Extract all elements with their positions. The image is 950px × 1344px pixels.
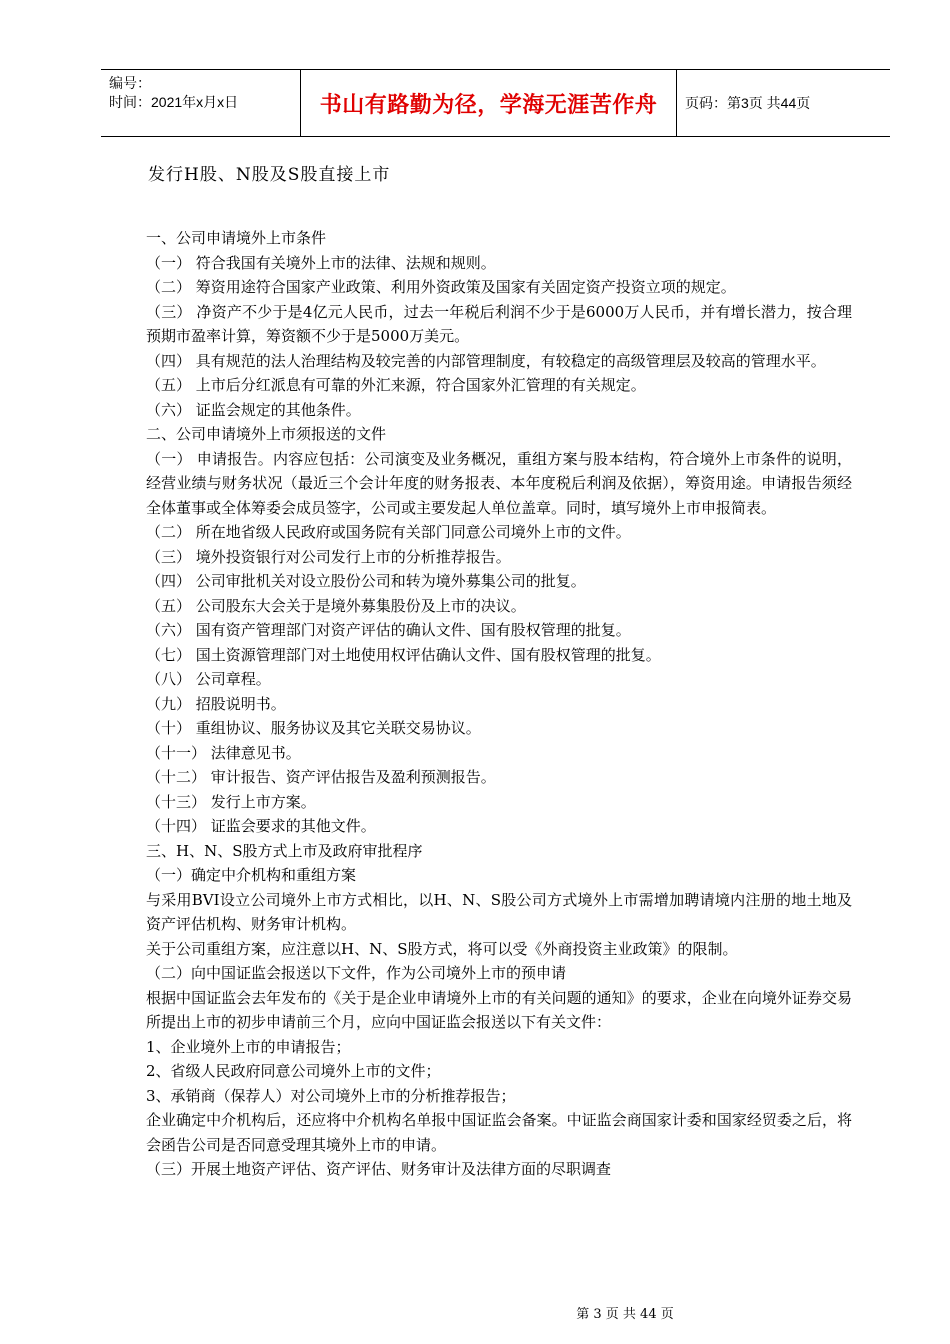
paragraph: （三）开展土地资产评估、资产评估、财务审计及法律方面的尽职调查 — [146, 1160, 612, 1178]
paragraph: （六） 证监会规定的其他条件。 — [146, 400, 361, 419]
paragraph: 一、公司申请境外上市条件 — [146, 229, 327, 247]
paragraph: （三） 境外投资银行对公司发行上市的分析推荐报告。 — [146, 547, 511, 566]
footer-page-number: 第 3 页 共 44 页 — [576, 1307, 674, 1322]
paragraph: （十四） 证监会要求的其他文件。 — [146, 817, 376, 835]
paragraph: 关于公司重组方案，应注意以H、N、S股方式，将可以受《外商投资主业政策》的限制。 — [146, 939, 738, 958]
paragraph: 二、公司申请境外上市须报送的文件 — [146, 425, 387, 443]
header-info-cell — [101, 70, 301, 136]
paragraph: （八） 公司章程。 — [146, 670, 271, 688]
paragraph: 1、企业境外上市的申请报告； — [146, 1037, 351, 1056]
number-label: 编号： — [109, 75, 151, 91]
paragraph: （三） 净资产不少于是4亿元人民币，过去一年税后利润不少于是6000万人民币，并有增长潜力，按合理预期市盈率计算，筹资额不少于是5000万美元。 — [146, 302, 852, 345]
header-slogan: 书山有路勤为径，学海无涯苦作舟 — [301, 70, 677, 136]
paragraph: （九） 招股说明书。 — [146, 694, 286, 713]
paragraph: （五） 公司股东大会关于是境外募集股份及上市的决议。 — [146, 596, 526, 615]
paragraph: （十三） 发行上市方案。 — [146, 792, 316, 811]
document-body — [146, 226, 852, 1182]
paragraph: 与采用BVI设立公司境外上市方式相比，以H、N、S股公司方式境外上市需增加聘请境内注册的地土地及资产评估机构、财务审计机构。 — [146, 890, 852, 933]
header-page-label: 页码：第3页 共44页 — [685, 95, 811, 111]
page-header — [101, 69, 890, 137]
paragraph: （五） 上市后分红派息有可靠的外汇来源，符合国家外汇管理的有关规定。 — [146, 376, 646, 394]
paragraph: （六） 国有资产管理部门对资产评估的确认文件、国有股权管理的批复。 — [146, 621, 631, 639]
paragraph: 3、承销商（保荐人）对公司境外上市的分析推荐报告； — [146, 1086, 516, 1105]
paragraph: （四） 具有规范的法人治理结构及较完善的内部管理制度，有较稳定的高级管理层及较高的管理水平。 — [146, 351, 826, 370]
paragraph: （十二） 审计报告、资产评估报告及盈利预测报告。 — [146, 768, 496, 786]
paragraph: 企业确定中介机构后，还应将中介机构名单报中国证监会备案。中证监会商国家计委和国家经贸委之后，将会函告公司是否同意受理其境外上市的申请。 — [146, 1111, 852, 1154]
time-label: 时间：2021年x月x日 — [109, 94, 239, 110]
paragraph: （一）确定中介机构和重组方案 — [146, 866, 357, 884]
paragraph: 根据中国证监会去年发布的《关于是企业申请境外上市的有关问题的通知》的要求，企业在向境外证券交易所提出上市的初步申请前三个月，应向中国证监会报送以下有关文件： — [146, 988, 852, 1031]
page-footer — [0, 1303, 950, 1322]
paragraph: （十） 重组协议、服务协议及其它关联交易协议。 — [146, 719, 481, 737]
paragraph: （二） 筹资用途符合国家产业政策、利用外资政策及国家有关固定资产投资立项的规定。 — [146, 278, 736, 296]
document-title: 发行H股、N股及S股直接上市 — [148, 165, 391, 185]
paragraph: （十一） 法律意见书。 — [146, 743, 301, 762]
paragraph: （四） 公司审批机关对设立股份公司和转为境外募集公司的批复。 — [146, 572, 586, 590]
paragraph: （七） 国土资源管理部门对土地使用权评估确认文件、国有股权管理的批复。 — [146, 645, 661, 664]
paragraph: （一） 符合我国有关境外上市的法律、法规和规则。 — [146, 253, 496, 272]
paragraph: （一） 申请报告。内容应包括：公司演变及业务概况，重组方案与股本结构，符合境外上市条件的说明，经营业绩与财务状况（最近三个会计年度的财务报表、本年度税后利润及依据），筹资用途。申请报告须经全体董事或全体筹委会成员签字，公司或主要发起人单位盖章。同时，填写境外上市申报简表。 — [146, 449, 852, 517]
paragraph: 三、H、N、S股方式上市及政府审批程序 — [146, 841, 423, 860]
paragraph: （二）向中国证监会报送以下文件，作为公司境外上市的预申请 — [146, 964, 567, 982]
paragraph: 2、省级人民政府同意公司境外上市的文件； — [146, 1062, 441, 1080]
paragraph: （二） 所在地省级人民政府或国务院有关部门同意公司境外上市的文件。 — [146, 523, 631, 541]
